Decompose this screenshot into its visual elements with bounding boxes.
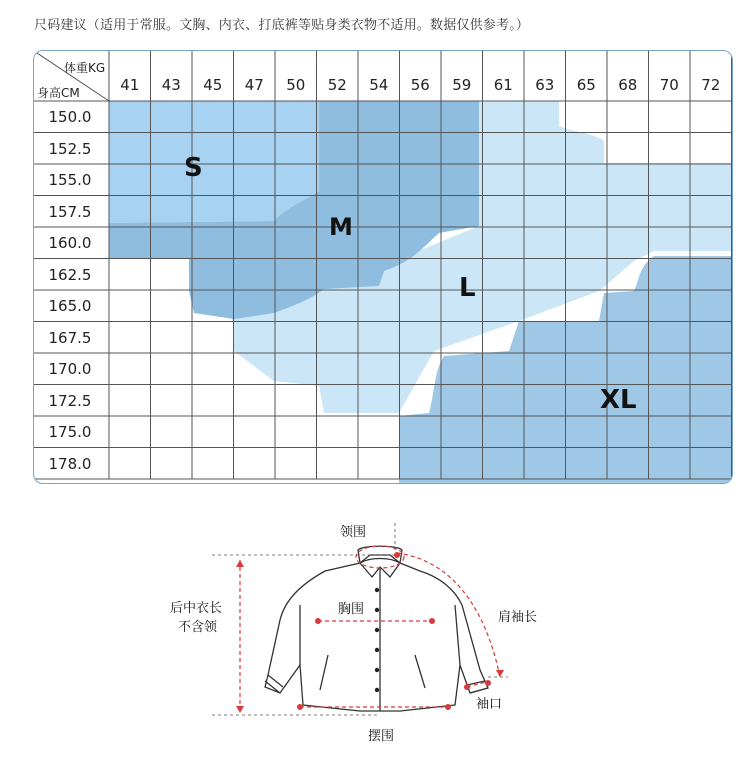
measure-endpoints: [236, 552, 504, 713]
height-label: 170.0: [48, 360, 92, 378]
height-label: 160.0: [48, 234, 92, 252]
height-label: 175.0: [48, 423, 92, 441]
collar-label: 领围: [340, 525, 367, 540]
weight-label: 63: [535, 76, 555, 94]
right-cuff: [467, 681, 488, 693]
button-dot: [375, 628, 379, 632]
size-advice-note: 尺码建议（适用于常服。文胸、内衣、打底裤等贴身类衣物不适用。数据仅供参考。）: [34, 18, 530, 33]
hem-label: 摆围: [368, 729, 395, 744]
size-chart-grid: [34, 51, 732, 483]
weight-label: 41: [120, 76, 140, 94]
size-label-xl: XL: [600, 385, 637, 415]
weight-label: 47: [244, 76, 264, 94]
weight-label: 45: [203, 76, 223, 94]
weight-label: 59: [452, 76, 472, 94]
jacket-body: [265, 555, 488, 711]
size-region-s: [109, 101, 319, 223]
weight-label: 52: [327, 76, 347, 94]
arrow-up: [236, 560, 244, 567]
arrow-sleeve: [496, 670, 504, 677]
button-dot: [375, 608, 379, 612]
garment-diagram: [0, 505, 750, 780]
guide-lines: [212, 523, 508, 715]
weight-label: 72: [701, 76, 721, 94]
weight-label: 50: [286, 76, 306, 94]
weight-header: 体重KG: [64, 61, 106, 75]
chest-label: 胸围: [338, 602, 365, 617]
weight-label: 56: [410, 76, 430, 94]
weight-label: 68: [618, 76, 638, 94]
size-label-m: M: [329, 213, 353, 241]
size-label-l: L: [459, 273, 476, 303]
cuff-label: 袖口: [476, 697, 503, 712]
shoulder-sleeve-label: 肩袖长: [498, 610, 538, 625]
weight-label: 70: [659, 76, 679, 94]
button-dot: [375, 688, 379, 692]
shoulder-sleeve-measure: [397, 553, 500, 677]
back-length-label-line1: 后中衣长: [170, 601, 223, 616]
button-dot: [375, 588, 379, 592]
height-label: 172.5: [48, 391, 92, 410]
weight-label: 43: [161, 76, 181, 94]
left-pocket: [320, 655, 328, 690]
height-label: 165.0: [48, 297, 92, 315]
arrow-down: [236, 706, 244, 713]
size-chart: [33, 50, 733, 484]
size-label-s: S: [184, 153, 203, 183]
height-label: 167.5: [48, 328, 92, 347]
height-label: 150.0: [48, 108, 92, 126]
weight-label: 65: [576, 76, 596, 94]
height-label: 155.0: [48, 171, 92, 189]
button-dot: [375, 668, 379, 672]
height-label: 157.5: [48, 202, 92, 221]
measurement-lines: [240, 546, 503, 713]
weight-label: 61: [493, 76, 513, 94]
height-header: 身高CM: [37, 86, 80, 100]
height-label: 162.5: [48, 265, 92, 284]
height-label: 178.0: [48, 454, 92, 473]
height-label: 152.5: [48, 139, 92, 158]
right-pocket: [415, 655, 425, 688]
back-length-label-line2: 不含领: [178, 620, 218, 635]
weight-label: 54: [369, 76, 389, 94]
button-dot: [375, 648, 379, 652]
right-sleeve-seam: [455, 605, 460, 665]
buttons: [375, 588, 379, 692]
